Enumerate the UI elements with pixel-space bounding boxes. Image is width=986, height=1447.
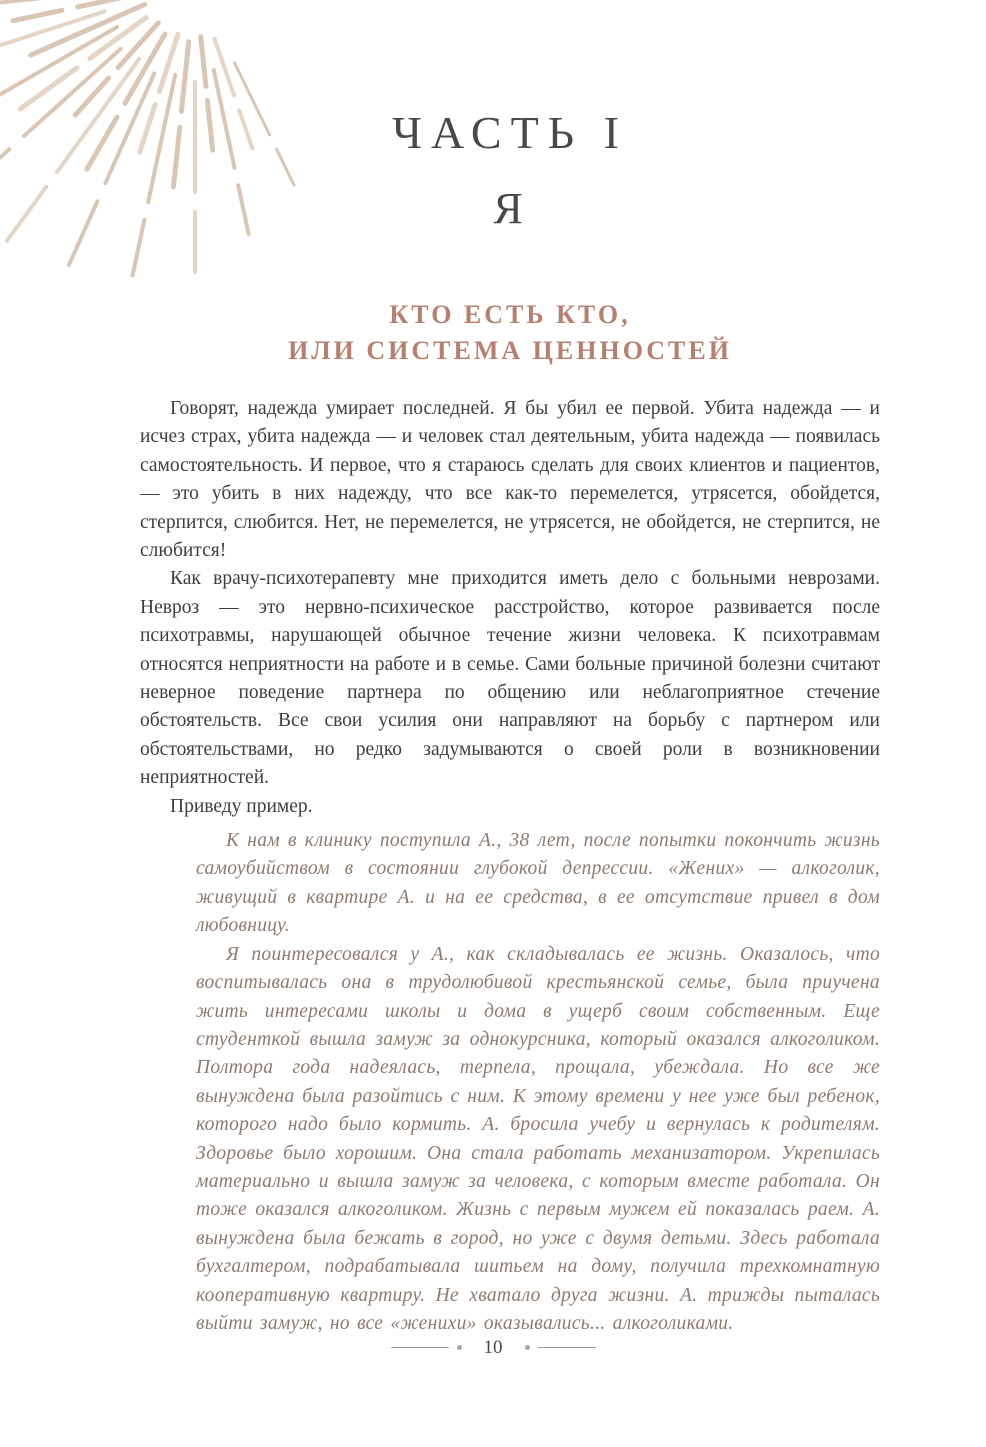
paragraph: Как врачу-психотерапевту мне приходится иметь дело с больными неврозами. Невроз — это нервно-психическое расстройство, которое развивается после психотравмы, нарушающей обычное течение жизни человека. К психотравмам относятся неприятности на работе и в семье. Сами больные причиной болезни считают неверное поведение партнера по общению или неблагоприятное стечение обстоятельств. Все свои усилия они направляют на борьбу с партнером или обстоятельствами, но редко задумываются о своей роли в возникновении неприятностей. xyxy=(140,568,880,789)
chapter-title xyxy=(140,297,880,369)
footer-ornament-dot-left xyxy=(457,1345,462,1350)
body-text xyxy=(140,395,880,821)
part-subtitle: Я xyxy=(493,183,527,233)
part-title: ЧАСТЬ I xyxy=(392,107,628,158)
example-block xyxy=(196,827,880,1338)
chapter-title-line1: КТО ЕСТЬ КТО, xyxy=(389,299,631,329)
paragraph: Приведу пример. xyxy=(170,795,313,817)
page-content xyxy=(140,0,880,1338)
paragraph: Я поинтересовался у А., как складывалась ее жизнь. Оказалось, что воспитывалась она в трудолюбивой крестьянской семье, была приучена жить интересами школы и дома в ущерб своим собственным. Еще студенткой вышла замуж за однокурсника, который оказался алкоголиком. Полтора года надеялась, терпела, прощала, убеждала. Но все же вынуждена была разойтись с ним. К этому времени у нее уже был ребенок, которого надо было кормить. А. бросила учебу и вернулась к родителям. Здоровье было хорошим. Она стала работать механизатором. Укрепилась материально и вышла замуж за человека, с которым вместе работала. Он тоже оказался алкоголиком. Жизнь с первым мужем ей показалась раем. А. вынуждена была бежать в город, но уже с двумя детьми. Здесь работала бухгалтером, подрабатывала шитьем на дому, получила трехкомнатную кооперативную квартиру. Не хватало друга жизни. А. трижды пыталась выйти замуж, но все «женихи» оказывались... алкоголиками. xyxy=(196,943,880,1334)
footer-ornament-line-right xyxy=(538,1347,596,1348)
paragraph: Говорят, надежда умирает последней. Я бы убил ее первой. Убита надежда — и исчез страх, убита надежда — и человек стал деятельным, убита надежда — появилась самостоятельность. И первое, что я стараюсь сделать для своих клиентов и пациентов, — это убить в них надежду, что все как-то перемелется, утрясется, обойдется, стерпится, слюбится. Нет, не перемелется, не утрясется, не обойдется, не стерпится, не слюбится! xyxy=(140,397,880,562)
chapter-title-line2: ИЛИ СИСТЕМА ЦЕННОСТЕЙ xyxy=(288,335,732,365)
footer-ornament-line-left xyxy=(391,1347,449,1348)
page-number: 10 xyxy=(483,1337,503,1358)
page-footer xyxy=(0,1338,986,1357)
footer-ornament-dot-right xyxy=(525,1345,530,1350)
paragraph: К нам в клинику поступила А., 38 лет, после попытки покончить жизнь самоубийством в состоянии глубокой депрессии. «Жених» — алкоголик, живущий в квартире А. и на ее средства, в ее отсутствие привел в дом любовницу. xyxy=(196,830,880,937)
